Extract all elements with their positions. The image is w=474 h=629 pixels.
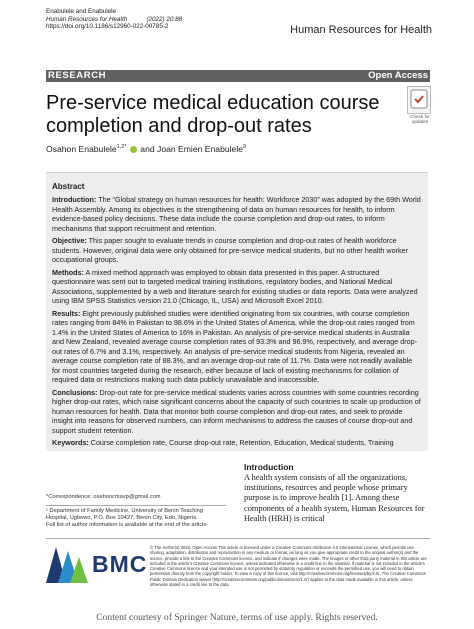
author-2[interactable]: and Joan Emien Enabulele	[137, 144, 244, 154]
intro-heading: Introduction	[244, 462, 294, 472]
check-for-updates-button[interactable]	[407, 86, 431, 114]
article-type-bar	[46, 70, 430, 82]
bmc-logo-icon	[46, 547, 88, 583]
check-updates-icon	[408, 87, 430, 113]
article-type-label: RESEARCH	[48, 70, 107, 81]
abstract-section: Introduction: The “Global strategy on human resources for health: Workforce 2030” was adopted by the 69th World Health Assembly. Among its objectives is the strengthening of data on human resources for health, to inform evidence-based policy decisions. These data include the course completion and drop-out rates, to inform mechanisms that support recruitment and retention.	[52, 195, 421, 233]
open-access-label: Open Access	[368, 70, 428, 81]
license-block	[46, 538, 430, 595]
check-updates-label: Check for updates	[410, 114, 430, 124]
citation-doi[interactable]: https://doi.org/10.1186/s12960-022-00785-2	[46, 23, 169, 31]
abstract-heading: Abstract	[52, 182, 85, 191]
abstract-section: Objective: This paper sought to evaluate trends in course completion and drop-out rates of health workforce students. However, original data were only obtained for pre-service medical students, but no other health worker occupational groups.	[52, 236, 408, 264]
citation	[46, 8, 182, 31]
orcid-icon[interactable]	[130, 146, 137, 153]
author-1[interactable]: Osahon Enabulele	[46, 144, 117, 154]
journal-name: Human Resources for Health	[290, 24, 432, 36]
bmc-wordmark: BMC	[92, 551, 148, 577]
abstract-body	[52, 195, 422, 451]
citation-journal: Human Resources for Health	[46, 15, 128, 23]
abstract-section: Conclusions: Drop-out rate for pre-service medical students varies across countries with some countries recording higher drop-out rates, which raise significant concerns about the capacity of such countries to scale up production of human resources for health. Data that monitor both course completion and drop-out rates, and seek to provide insight into reasons for observed numbers, can inform mechanisms to address the causes of course drop-out and support student retention.	[52, 387, 421, 435]
author-1-affil: 1,2*	[116, 144, 127, 151]
citation-year: (2022) 20:88	[146, 15, 183, 23]
intro-text: A health system consists of all the organizations, institutions, resources and people whose primary purpose is to improve health [1]. Among these components of a health system, Human Resources for Health (HRH) is critical	[244, 473, 425, 523]
abstract-keywords: Keywords: Course completion rate, Course drop-out rate, Retention, Education, Medical students, Training	[52, 438, 394, 447]
springer-footer: Content courtesy of Springer Nature, terms of use apply. Rights reserved.	[96, 612, 378, 623]
correspondence[interactable]: *Correspondence: osahoncmavp@gmail.com	[46, 494, 161, 500]
abstract-section: Methods: A mixed method approach was employed to obtain data presented in this paper. A structured questionnaire was sent out to targeted medical training institutions, regulatory bodies, and National Medical Associations, supplemented by a web and literature search for existing studies or data reports. Data were analyzed using IBM SPSS Statistics version 21.0 (Chicago, IL, USA) and Microsoft Excel 2010.	[52, 267, 418, 305]
citation-authors: Enabulele and Enabulele	[46, 8, 117, 15]
abstract-box	[46, 172, 428, 451]
license-text: © The Author(s) 2022. Open Access This article is licensed under a Creative Commons Attribution 4.0 International License, which permits use, sharing, adaptation, distribution and reproduction in any medium or format, as long as you give appropriate credit to the original author(s) and the source, provide a link to the Creative Commons licence, and indicate if changes were made. The images or other third party material in this article are included in the article's Creative Commons licence, unless indicated otherwise in a credit line to the material. If material is not included in the article's Creative Commons licence and your intended use is not permitted by statutory regulation or exceeds the permitted use, you will need to obtain permission directly from the copyright holder. To view a copy of this licence, visit http://creativecommons.org/licenses/by/4.0/. The Creative Commons Public Domain Dedication waiver (http://creativecommons.org/publicdomain/zero/1.0/) applies to the data made available in this article, unless otherwise stated in a credit line to the data.	[150, 545, 427, 588]
abstract-section: Results: Eight previously published studies were identified originating from six countries, with course completion rates ranging from 84% in Pakistan to 98.6% in the United States of America, while the drop-out rates ranged from 1.4% in the United States of America to 16% in Pakistan. An analysis of pre-service medical students in Australia and New Zealand, revealed average course completion rates of 93.3% and 96.9%, respectively, and average drop-out rates of 6.7% and 3.1%, respectively. An analysis of pre-service medical students from Nigeria, revealed an average course completion rate of 88.3%, and an average drop-out rate of 11.7%. Data were not readily available for most countries targeted during the research, either because of lack of existing mechanisms for collation of required data or restrictions making such data publicly unavailable and inaccessible.	[52, 308, 418, 384]
author-2-affil: 3	[243, 144, 247, 151]
article-title: Pre-service medical education course completion and drop-out rates	[46, 92, 380, 137]
affiliation: ¹ Department of Family Medicine, University of Benin Teaching Hospital, Ugbowo, P.O. Box 10427, Benin City, Edo, Nigeria Full list of author information is available at the end of the article	[46, 505, 226, 528]
author-list	[46, 144, 246, 154]
